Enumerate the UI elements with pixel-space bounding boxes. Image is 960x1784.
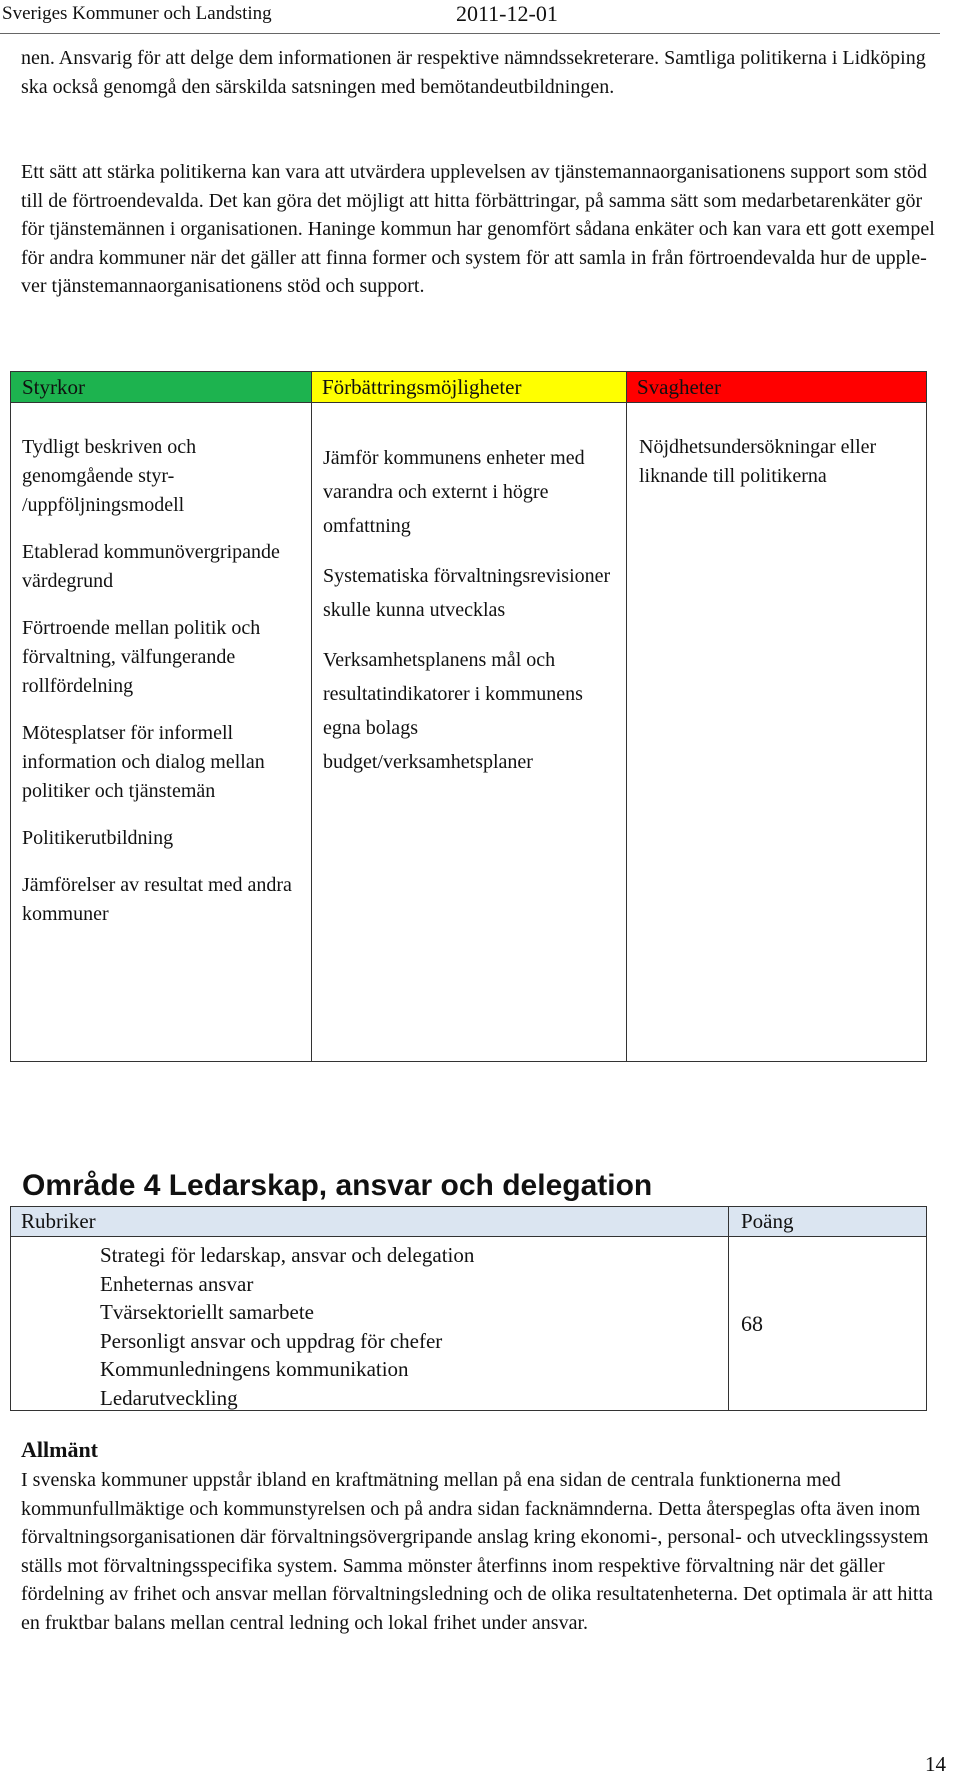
strength-item: Etablerad kommunövergripande värdegrund — [22, 541, 280, 592]
rubric-item: Enheternas ansvar — [100, 1271, 254, 1296]
rubric-item: Kommunledningens kommunikation — [100, 1357, 409, 1381]
improvement-item: Jämför kommunens enheter med varandra och externt i högre omfattning — [323, 447, 585, 537]
header-divider — [0, 33, 940, 34]
improvements-column — [323, 441, 618, 779]
rubric-header-row — [11, 1207, 926, 1237]
rubric-score: 68 — [741, 1311, 763, 1336]
strength-item: Tydligt beskriven och genomgående styr- /uppföljningsmodell — [22, 436, 197, 516]
swot-header-divider — [11, 402, 926, 403]
rubric-item: Personligt ansvar och uppdrag för chefer — [100, 1328, 443, 1353]
general-paragraph: I svenska kommuner uppstår ibland en kraftmätning mellan på ena sidan de centrala funktionerna med kommunfullmäktige och kommunstyrelsen och på andra sidan facknämnderna. Detta återspeglas ofta även inom förvaltningsorganisationen där förvaltningsövergripande anslag kring ekonomi-, personal- och utvecklingssystem ställs mot förvaltningsspecifika system. Samma mönster återfinns inom respektive förvaltning när det gäller fördelning av frihet och ansvar mellan förvaltningsledning och de olika resultatenheterna. Det optimala är att hitta en fruktbar balans mellan central ledning och lokal frihet under ansvar. — [21, 1469, 933, 1634]
header-date: 2011-12-01 — [456, 1, 558, 26]
area-title: Område 4 Ledarskap, ansvar och delegation — [22, 1169, 653, 1202]
improvement-item: Verksamhetsplanens mål och resultatindikatorer i kommunens egna bolags budget/verksamhetsplaner — [323, 649, 583, 773]
page-number: 14 — [925, 1752, 946, 1776]
strength-item: Politikerutbildning — [22, 827, 174, 849]
strengths-header: Styrkor — [11, 372, 311, 402]
general-heading: Allmänt — [21, 1437, 98, 1462]
strength-item: Förtroende mellan politik och förvaltning, välfungerande rollfördelning — [22, 617, 261, 697]
strength-item: Jämförelser av resultat med andra kommuner — [22, 874, 292, 925]
rubric-column-divider — [728, 1207, 729, 1410]
rubric-header-points: Poäng — [741, 1209, 794, 1233]
rubric-item: Tvärsektoriellt samarbete — [100, 1300, 314, 1324]
rubric-item: Ledarutveckling — [100, 1385, 238, 1410]
rubric-items — [100, 1241, 474, 1412]
improvements-header: Förbättringsmöjligheter — [311, 372, 626, 402]
strengths-column — [22, 433, 302, 929]
weakness-item: Nöjdhetsundersökningar eller liknande till politikerna — [639, 436, 877, 487]
page-header — [0, 0, 960, 30]
rubric-header-label: Rubriker — [21, 1209, 96, 1233]
swot-column-divider — [626, 372, 627, 1061]
header-organization: Sveriges Kommuner och Landsting — [2, 3, 272, 24]
weaknesses-header: Svagheter — [626, 372, 926, 402]
intro-paragraph-1: nen. Ansvarig för att delge dem informationen är respektive nämndssekreterare. Samtliga politikerna i Lidköping ska också genomgå den särskilda satsningen med bemötandeutbildningen. — [21, 47, 926, 98]
weaknesses-column — [639, 433, 919, 491]
intro-paragraph-2: Ett sätt att stärka politikerna kan vara att utvärdera upplevelsen av tjänstemannaorganisationens support som stöd till de förtroendevalda. Det kan göra det möjligt att hitta förbättringar, på samma sätt som medarbetarenkäter gör för tjänstemännen i organisationen. Haninge kommun har genomfört sådana enkäter och kan vara ett gott exempel för andra kommuner när det gäller att finna former och system för att samla in från förtroendevalda hur de upplever tjänstemannaorganisationens stöd och support. — [21, 161, 935, 297]
improvement-item: Systematiska förvaltningsrevisioner skulle kunna utvecklas — [323, 565, 611, 621]
swot-column-divider — [311, 372, 312, 1061]
strength-item: Mötesplatser för informell information och dialog mellan politiker och tjänstemän — [22, 722, 265, 802]
rubric-table — [10, 1206, 927, 1411]
swot-table — [10, 371, 927, 1062]
rubric-item: Strategi för ledarskap, ansvar och delegation — [100, 1243, 475, 1267]
